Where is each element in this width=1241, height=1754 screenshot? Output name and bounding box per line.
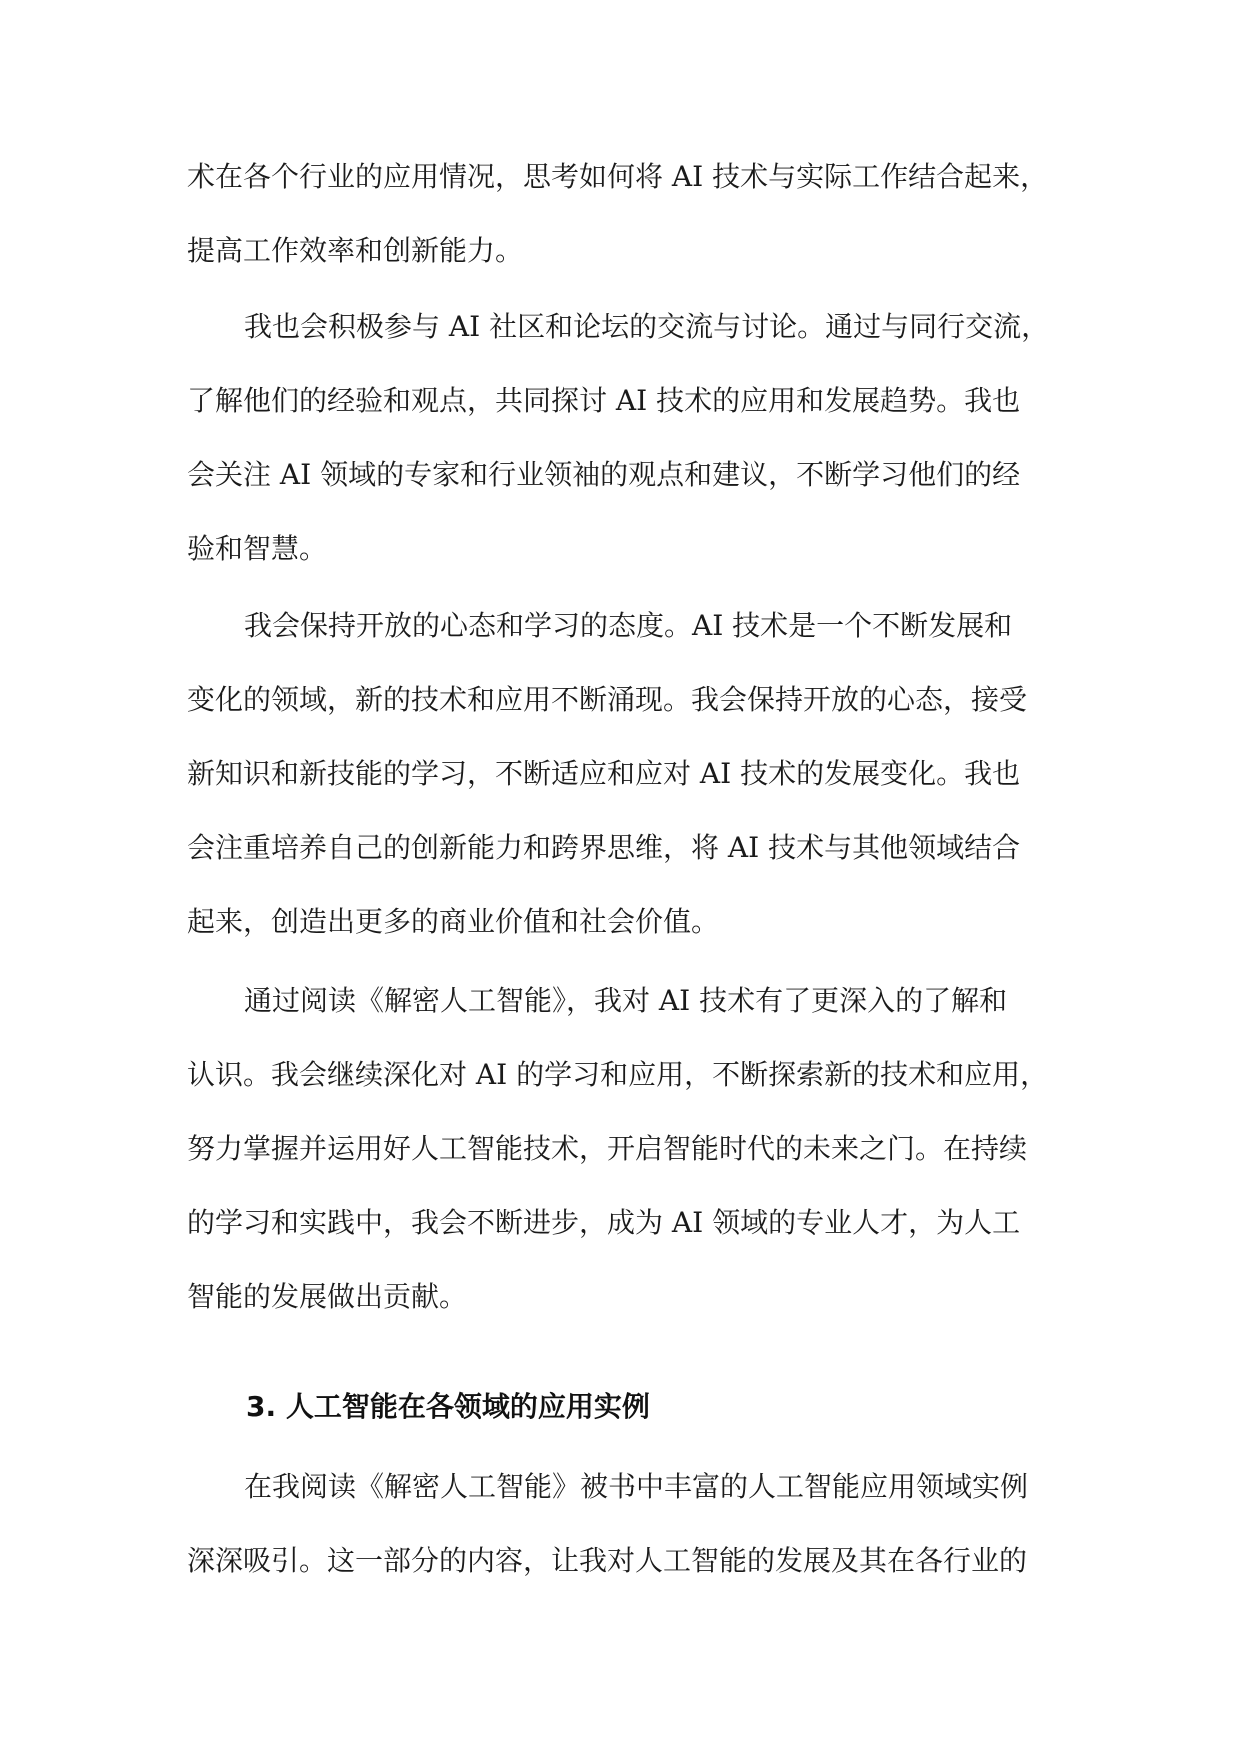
paragraph-line: 提高工作效率和创新能力。	[187, 234, 524, 267]
paragraph-line: 我也会积极参与 AI 社区和论坛的交流与讨论。通过与同行交流，	[244, 310, 1050, 343]
paragraph-line: 通过阅读《解密人工智能》，我对 AI 技术有了更深入的了解和	[244, 984, 1008, 1017]
paragraph-line: 努力掌握并运用好人工智能技术，开启智能时代的未来之门。在持续	[187, 1132, 1028, 1165]
paragraph-line: 会关注 AI 领域的专家和行业领袖的观点和建议，不断学习他们的经	[187, 458, 1021, 491]
paragraph-line: 变化的领域，新的技术和应用不断涌现。我会保持开放的心态，接受	[187, 683, 1028, 716]
paragraph-line: 会注重培养自己的创新能力和跨界思维，将 AI 技术与其他领域结合	[187, 831, 1021, 864]
paragraph-2	[187, 290, 1057, 586]
paragraph-line: 验和智慧。	[187, 532, 328, 565]
paragraph-4	[187, 964, 1057, 1334]
paragraph-line: 我会保持开放的心态和学习的态度。AI 技术是一个不断发展和	[244, 609, 1013, 642]
paragraph-line: 新知识和新技能的学习，不断适应和应对 AI 技术的发展变化。我也	[187, 757, 1021, 790]
paragraph-line: 在我阅读《解密人工智能》被书中丰富的人工智能应用领域实例	[244, 1470, 1029, 1503]
paragraph-5	[187, 1450, 1057, 1598]
paragraph-line: 深深吸引。这一部分的内容，让我对人工智能的发展及其在各行业的	[187, 1544, 1028, 1577]
paragraph-line: 智能的发展做出贡献。	[187, 1280, 468, 1313]
paragraph-line: 了解他们的经验和观点，共同探讨 AI 技术的应用和发展趋势。我也	[187, 384, 1021, 417]
paragraph-1	[187, 140, 1057, 288]
paragraph-3	[187, 589, 1057, 959]
section-heading: 3. 人工智能在各领域的应用实例	[246, 1390, 650, 1423]
paragraph-line: 认识。我会继续深化对 AI 的学习和应用，不断探索新的技术和应用，	[187, 1058, 1049, 1091]
paragraph-line: 起来，创造出更多的商业价值和社会价值。	[187, 905, 720, 938]
paragraph-line: 术在各个行业的应用情况，思考如何将 AI 技术与实际工作结合起来，	[187, 160, 1049, 193]
paragraph-line: 的学习和实践中，我会不断进步，成为 AI 领域的专业人才，为人工	[187, 1206, 1021, 1239]
